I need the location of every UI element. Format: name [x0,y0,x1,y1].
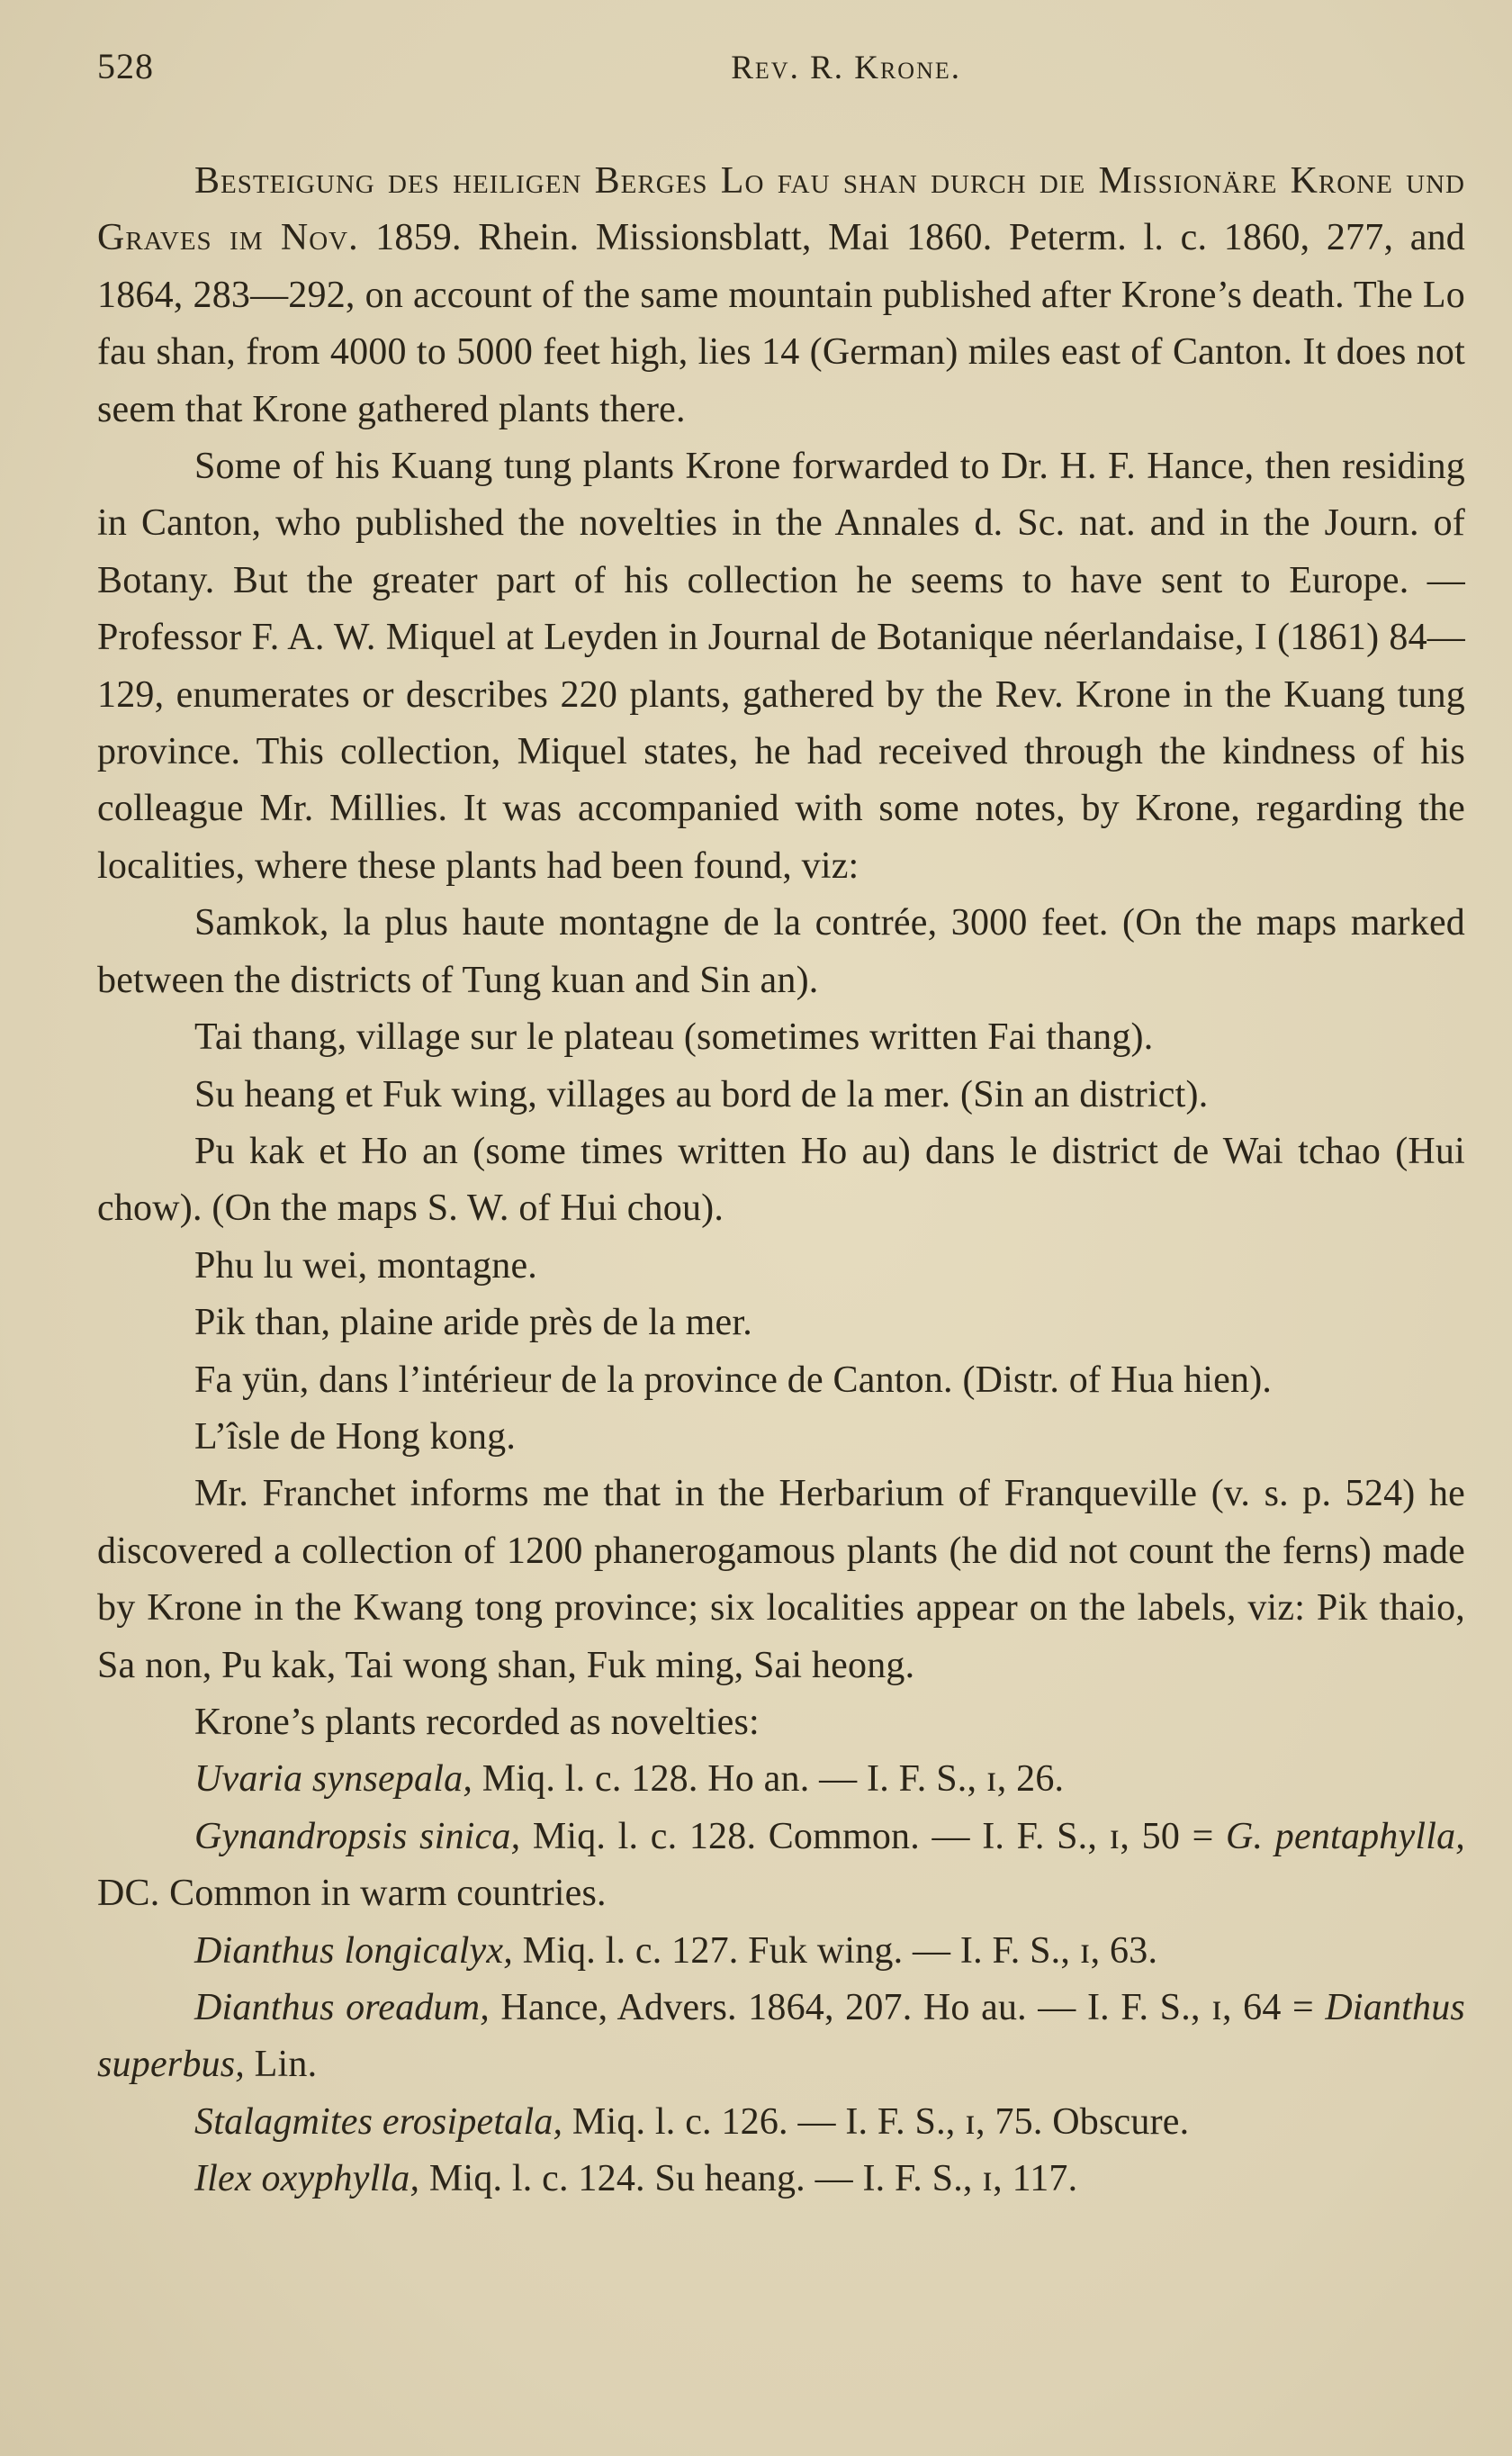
paragraph-novelties-intro: Krone’s plants recorded as novelties: [194,1701,760,1743]
species-name: Gynandropsis sinica, [194,1815,521,1857]
species-synonym: Dianthus superbus, [97,1987,1465,2086]
species-citation: Miq. l. c. 127. Fuk wing. — I. F. S., ɪ, 63. [512,1929,1158,1972]
species-entry [97,2094,1465,2151]
title-small-caps: Besteigung des heiligen Berges Lo fau shan durch die Missionäre Krone und Graves im Nov. [97,160,1465,259]
species-entry [97,1923,1465,1980]
locality-fa-yun: Fa yün, dans l’intérieur de la province de Canton. (Distr. of Hua hien). [194,1359,1273,1401]
species-citation: Miq. l. c. 128. Common. — I. F. S., ɪ, 50 = [520,1815,1227,1857]
locality-tai-thang: Tai thang, village sur le plateau (sometimes written Fai thang). [194,1016,1154,1059]
species-synonym-citation: DC. Common in warm countries. [97,1873,607,1915]
species-citation: Hance, Advers. 1864, 207. Ho au. — I. F. S., ɪ, 64 = [489,1987,1326,2028]
paragraph-text: 1859. Rhein. Missionsblatt, Mai 1860. Peterm. l. c. 1860, 277, and 1864, 283—292, on account of the same mountain published after Krone’s death. The Lo fau shan, from 4000 to 5000 feet high, lies 14 (German) miles east of Canton. It does not seem that Krone gathered plants there. [97,217,1465,430]
species-name: Dianthus longicalyx, [194,1929,513,1972]
species-entry [97,1809,1465,1923]
species-citation: Miq. l. c. 128. Ho an. — I. F. S., ɪ, 26. [472,1758,1065,1801]
species-name: Stalagmites erosipetala, [194,2100,563,2143]
locality-pik-than: Pik than, plaine aride près de la mer. [194,1302,752,1344]
running-head: Rev. R. Krone. [731,50,961,86]
locality-hong-kong: L’îsle de Hong kong. [194,1415,517,1458]
locality-pu-kak: Pu kak et Ho an (some times written Ho au) dans le district de Wai tchao (Hui chow). (On the maps S. W. of Hui chou). [97,1130,1465,1230]
species-entry [97,2151,1465,2208]
locality-su-heang: Su heang et Fuk wing, villages au bord de la mer. (Sin an district). [194,1073,1209,1115]
species-entry [97,1751,1465,1808]
paragraph-lo-fau-shan [97,153,1465,438]
locality-samkok: Samkok, la plus haute montagne de la contrée, 3000 feet. (On the maps marked between the districts of Tung kuan and Sin an). [97,902,1465,1001]
paragraph-franchet: Mr. Franchet informs me that in the Herbarium of Franqueville (v. s. p. 524) he discovered a collection of 1200 phanerogamous plants (he did not count the ferns) made by Krone in the Kwang tong province; six localities appear on the labels, viz: Pik thaio, Sa non, Pu kak, Tai wong shan, Fuk ming, Sai heong. [97,1473,1465,1686]
page-header [97,45,1465,108]
species-citation: Miq. l. c. 124. Su heang. — I. F. S., ɪ, 117. [419,2158,1078,2200]
page-body [97,153,1465,2208]
species-entry [97,1980,1465,2094]
species-name: Ilex oxyphylla, [194,2158,420,2200]
species-name: Dianthus oreadum, [194,1987,490,2028]
species-synonym: G. pentaphylla, [1226,1815,1465,1857]
species-citation: Miq. l. c. 126. — I. F. S., ɪ, 75. Obscure. [562,2100,1190,2143]
locality-phu-lu-wei: Phu lu wei, montagne. [194,1244,537,1287]
species-synonym-citation: Lin. [244,2044,318,2086]
species-name: Uvaria synsepala, [194,1758,473,1801]
paragraph-hance-miquel: Some of his Kuang tung plants Krone forwarded to Dr. H. F. Hance, then residing in Canton, who published the novelties in the Annales d. Sc. nat. and in the Journ. of Botany. But the greater part of his collection he seems to have sent to Europe. — Professor F. A. W. Miquel at Leyden in Journal de Botanique néerlandaise, I (1861) 84—129, enumerates or describes 220 plants, gathered by the Rev. Krone in the Kuang tung province. This collection, Miquel states, he had received through the kindness of his colleague Mr. Millies. It was accompanied with some notes, by Krone, regarding the localities, where these plants had been found, viz: [97,446,1465,887]
page-number: 528 [97,46,154,86]
